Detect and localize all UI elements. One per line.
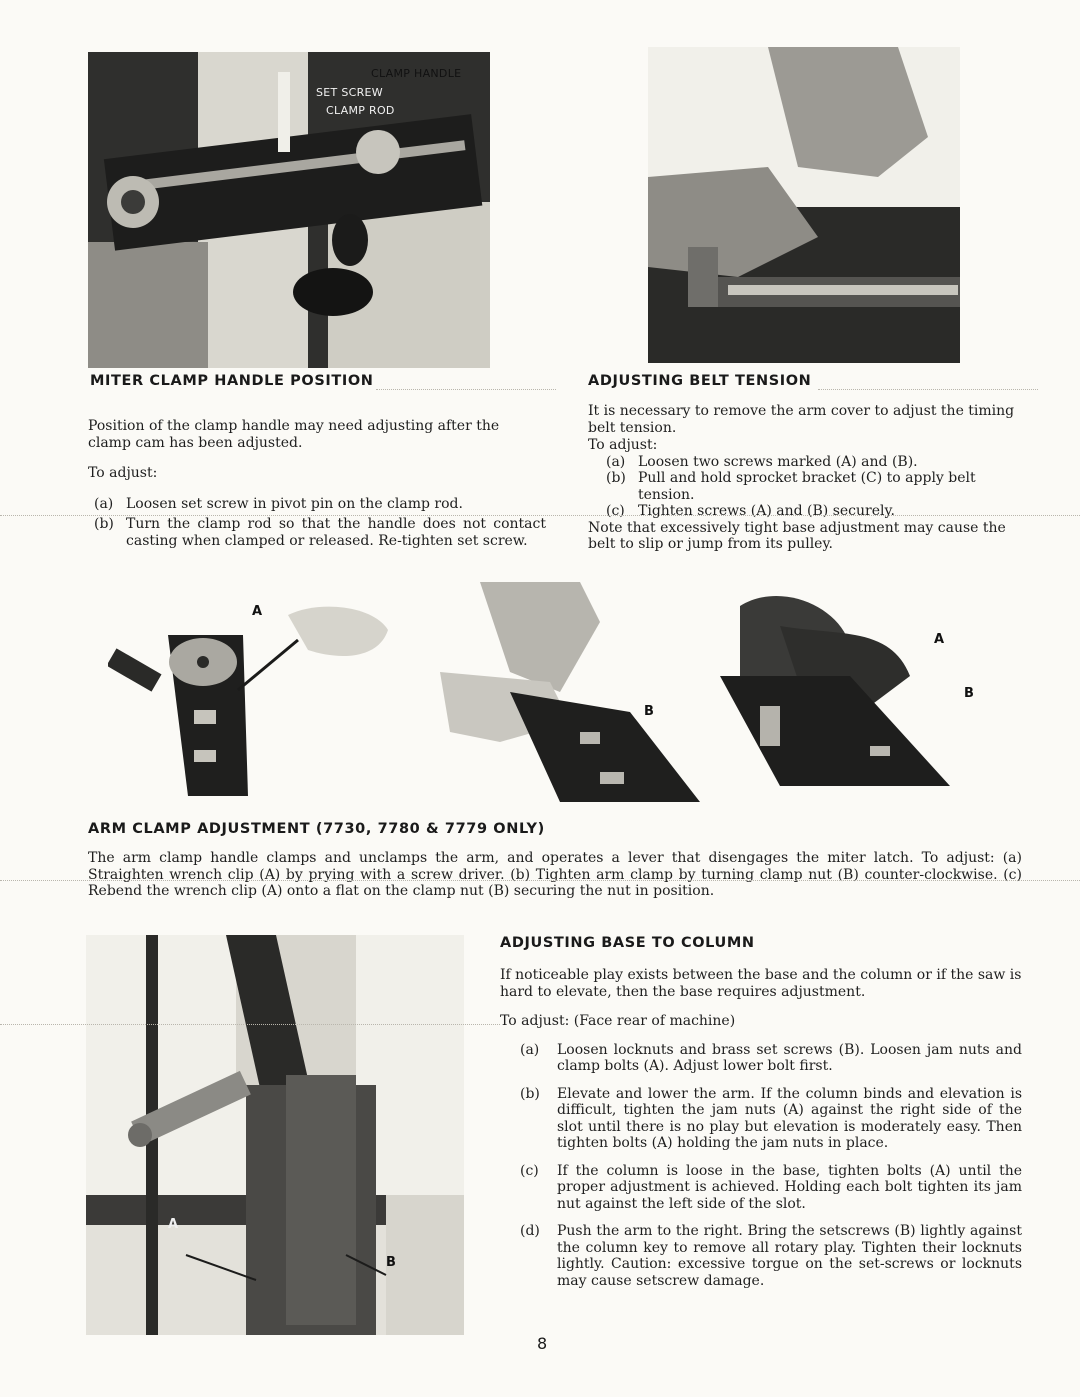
arm-clamp-photo-1 xyxy=(108,600,398,796)
belt-step-b xyxy=(588,470,1022,503)
belt-step-c xyxy=(588,503,1022,520)
miter-clamp-text xyxy=(88,418,546,549)
step-label: (b) xyxy=(520,1085,540,1102)
heading-rule-left xyxy=(376,389,556,390)
step-text: Pull and hold sprocket bracket (C) to apply belt tension. xyxy=(638,470,976,503)
belt-tension-heading: ADJUSTING BELT TENSION xyxy=(588,373,812,389)
step-text: Tighten screws (A) and (B) securely. xyxy=(638,503,895,519)
step-label: (a) xyxy=(606,453,626,470)
callout-set-screw: SET SCREW xyxy=(316,86,383,99)
step-label: (c) xyxy=(606,503,625,519)
miter-clamp-intro: Position of the clamp handle may need adjusting after the clamp cam has been adjusted. xyxy=(88,418,500,451)
belt-tension-text xyxy=(588,403,1022,553)
step-text: Elevate and lower the arm. If the column binds and elevation is difficult, tighten the jam nuts (A) against the right side of the slot until there is no play but elevation is moderately easy. Then tighten bolts (A) holding the jam nuts in place. xyxy=(557,1085,1022,1151)
belt-tension-photo xyxy=(648,47,960,363)
callout-clamp-handle: CLAMP HANDLE xyxy=(371,67,462,80)
callout-clamp-rod: CLAMP ROD xyxy=(326,104,395,117)
heading-rule-right xyxy=(818,389,1038,390)
base-column-text xyxy=(500,967,1022,1289)
belt-tension-note: Note that excessively tight base adjustment may cause the belt to slip or jump from its pulley. xyxy=(588,519,1006,552)
arm-photo-label-a: A xyxy=(252,604,263,619)
base-column-heading: ADJUSTING BASE TO COLUMN xyxy=(500,935,755,951)
miter-clamp-heading: MITER CLAMP HANDLE POSITION xyxy=(90,373,374,389)
step-text: If the column is loose in the base, tighten bolts (A) until the proper adjustment is achieved. Holding each bolt tighten its jam nut against the left side of the slot. xyxy=(557,1162,1022,1212)
base-photo-label-b: B xyxy=(386,1255,396,1270)
step-label: (b) xyxy=(606,470,626,486)
miter-step-b xyxy=(88,516,546,549)
step-text: Loosen two screws marked (A) and (B). xyxy=(638,453,918,470)
miter-step-a xyxy=(88,496,546,513)
miter-clamp-to-adjust: To adjust: xyxy=(88,465,158,481)
arm-clamp-photo-2 xyxy=(440,582,705,802)
step-text: Push the arm to the right. Bring the setscrews (B) lightly against the column key to remove all rotary play. Tighten their locknuts lightly. Caution: excessive torgue on the set-screws or locknuts may cause setscrew damage. xyxy=(557,1223,1022,1289)
belt-tension-intro: It is necessary to remove the arm cover to adjust the timing belt tension. xyxy=(588,403,1015,436)
base-column-photo xyxy=(86,935,464,1335)
belt-step-a xyxy=(588,454,1022,471)
page-number: 8 xyxy=(537,1334,548,1353)
arm-clamp-body: The arm clamp handle clamps and unclamps the arm, and operates a lever that disengages the miter latch. To adjust: (a) Straighten wrench clip (A) by prying with a screw driver. (b) Tighten arm clamp by turning clamp nut (B) counter-clockwise. (c) Rebend the wrench clip (A) onto a flat on the clamp nut (B) securing the nut in position. xyxy=(88,850,1022,899)
arm-clamp-heading: ARM CLAMP ADJUSTMENT (7730, 7780 & 7779 ONLY) xyxy=(88,821,545,837)
base-step-c xyxy=(500,1163,1022,1213)
base-step-d xyxy=(500,1223,1022,1289)
scan-rule-3 xyxy=(0,1024,500,1025)
step-text: Turn the clamp rod so that the handle does not contact casting when clamped or released. Re-tighten set screw. xyxy=(126,516,546,549)
step-label: (c) xyxy=(520,1162,539,1179)
scan-rule-1 xyxy=(0,515,1080,516)
miter-clamp-photo xyxy=(88,52,490,368)
step-label: (d) xyxy=(520,1223,540,1239)
scan-rule-2 xyxy=(0,880,1080,881)
arm-clamp-photo-3 xyxy=(720,586,990,786)
step-label: (b) xyxy=(94,516,114,532)
arm-photo-label-a2: A xyxy=(934,632,945,647)
base-step-a xyxy=(500,1042,1022,1075)
base-column-to-adjust: To adjust: (Face rear of machine) xyxy=(500,1013,736,1029)
base-photo-label-a: A xyxy=(168,1217,179,1232)
step-label: (a) xyxy=(520,1041,540,1058)
base-step-b xyxy=(500,1086,1022,1152)
base-column-intro: If noticeable play exists between the base and the column or if the saw is hard to elevate, then the base requires adjustment. xyxy=(500,967,1022,1000)
arm-photo-label-b: B xyxy=(644,704,654,719)
arm-photo-label-b2: B xyxy=(964,686,974,701)
step-text: Loosen set screw in pivot pin on the clamp rod. xyxy=(126,495,463,512)
step-label: (a) xyxy=(94,495,114,512)
step-text: Loosen locknuts and brass set screws (B). Loosen jam nuts and clamp bolts (A). Adjust lower bolt first. xyxy=(557,1041,1022,1074)
belt-tension-to-adjust: To adjust: xyxy=(588,437,658,453)
